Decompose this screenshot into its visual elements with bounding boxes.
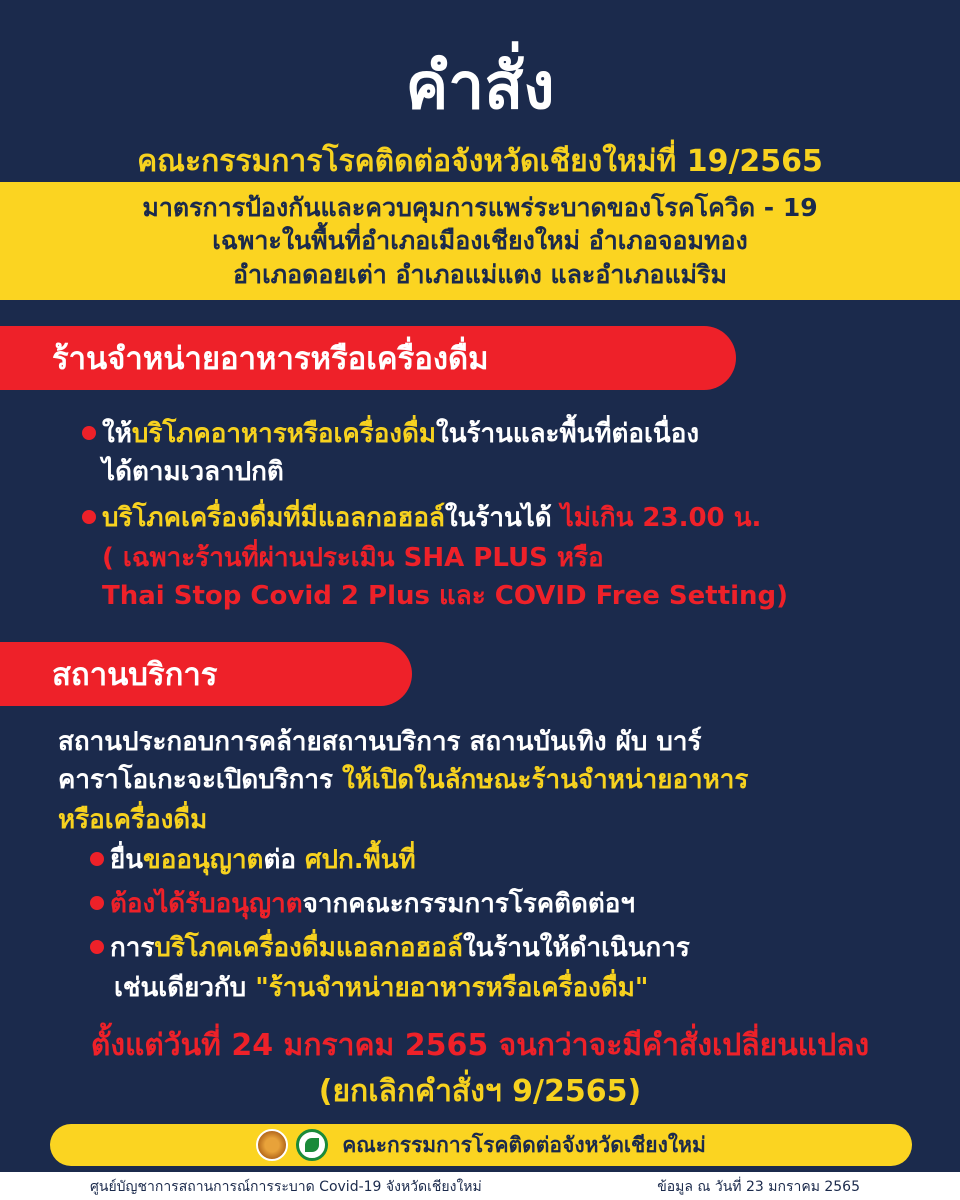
banner-line: เฉพาะในพื้นที่อำเภอเมืองเชียงใหม่ อำเภอจอมทอง: [212, 226, 748, 256]
effective-date: ตั้งแต่วันที่ 24 มกราคม 2565 จนกว่าจะมีคำสั่งเปลี่ยนแปลง: [90, 1028, 870, 1063]
text-span: ได้ตามเวลาปกติ: [102, 457, 284, 487]
bullet-dot-icon: [90, 896, 104, 910]
order-subtitle: คณะกรรมการโรคติดต่อจังหวัดเชียงใหม่ที่ 19/2565: [137, 144, 823, 179]
paragraph-line: หรือเครื่องดื่ม: [58, 805, 208, 835]
text-span: จากคณะกรรมการโรคติดต่อฯ: [302, 889, 636, 919]
section-heading-label: สถานบริการ: [52, 657, 218, 693]
banner-line: อำเภอดอยเต่า อำเภอแม่แตง และอำเภอแม่ริม: [233, 259, 727, 289]
text-span: ในร้านได้: [444, 503, 561, 533]
bullet-item: [90, 888, 635, 922]
time-limit-text: ไม่เกิน 23.00 น.: [560, 503, 762, 533]
highlight-text: ขออนุญาต: [143, 845, 264, 875]
bullet-item: [90, 932, 690, 966]
bullet-item: [82, 418, 699, 452]
highlight-text: บริโภคเครื่องดื่มที่มีแอลกอฮอล์: [102, 503, 445, 533]
text-span: เช่นเดียวกับ: [114, 973, 256, 1003]
provincial-seal-icon: [256, 1129, 288, 1161]
updated-date: ข้อมูล ณ วันที่ 23 มกราคม 2565: [657, 1179, 860, 1195]
bullet-note: Thai Stop Covid 2 Plus และ COVID Free Setting): [102, 581, 789, 611]
text-span: ให้: [102, 419, 132, 449]
highlight-text: บริโภคอาหารหรือเครื่องดื่ม: [131, 419, 437, 449]
measures-banner: [0, 182, 960, 300]
footer-org-bar: [50, 1124, 912, 1166]
text-span: ในร้านให้ดำเนินการ: [462, 933, 690, 963]
section-heading-service-venues: [0, 642, 412, 706]
paragraph-line: [58, 762, 748, 798]
highlight-text: ให้เปิดในลักษณะร้านจำหน่ายอาหาร: [342, 765, 749, 795]
text-span: ต่อ: [263, 845, 305, 875]
page-title: คำสั่ง: [405, 50, 555, 124]
text-span: ในร้านและพื้นที่ต่อเนื่อง: [436, 419, 700, 449]
highlight-text: บริโภคเครื่องดื่มแอลกอฮอล์: [154, 933, 463, 963]
section-heading-restaurants: [0, 326, 736, 390]
bullet-item: [82, 502, 761, 536]
bullet-item: [90, 844, 416, 878]
source-text: ศูนย์บัญชาการสถานการณ์การระบาด Covid-19 จังหวัดเชียงใหม่: [90, 1179, 482, 1195]
bullet-continuation: [114, 972, 648, 1006]
paragraph-line: สถานประกอบการคล้ายสถานบริการ สถานบันเทิง ผับ บาร์: [58, 727, 702, 757]
section-heading-label: ร้านจำหน่ายอาหารหรือเครื่องดื่ม: [52, 341, 489, 377]
bottom-source-bar: [0, 1172, 960, 1200]
bullet-note: ( เฉพาะร้านที่ผ่านประเมิน SHA PLUS หรือ: [102, 543, 604, 573]
bullet-dot-icon: [90, 852, 104, 866]
text-span: คาราโอเกะจะเปิดบริการ: [58, 765, 343, 795]
highlight-text: ศปก.พื้นที่: [305, 845, 416, 875]
footer-org-name: คณะกรรมการโรคติดต่อจังหวัดเชียงใหม่: [342, 1132, 706, 1157]
bullet-dot-icon: [82, 426, 96, 440]
cancellation-note: (ยกเลิกคำสั่งฯ 9/2565): [318, 1074, 642, 1109]
bullet-dot-icon: [90, 940, 104, 954]
banner-line: มาตรการป้องกันและควบคุมการแพร่ระบาดของโรคโควิด - 19: [142, 192, 818, 222]
text-span: ยื่น: [110, 845, 144, 875]
health-ministry-icon: [296, 1129, 328, 1161]
red-text: ต้องได้รับอนุญาต: [110, 889, 303, 919]
bullet-dot-icon: [82, 510, 96, 524]
text-span: การ: [110, 933, 155, 963]
highlight-text: "ร้านจำหน่ายอาหารหรือเครื่องดื่ม": [255, 973, 649, 1003]
bullet-continuation: [102, 456, 284, 490]
